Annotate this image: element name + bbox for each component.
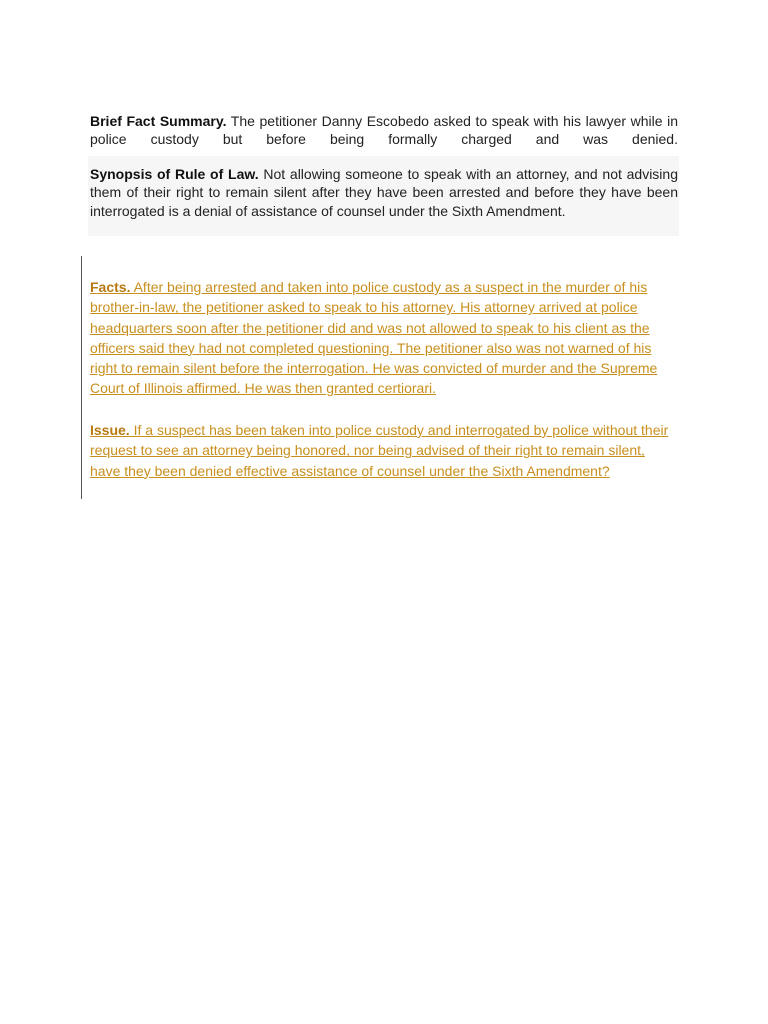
- synopsis-heading: Synopsis of Rule of Law.: [90, 166, 259, 182]
- facts-text: After being arrested and taken into police custody as a suspect in the murder of his brother-in-law, the petitioner asked to speak to his attorney. His attorney arrived at police headquarters soon after the petitioner did and was not allowed to speak to his client as the officers said they had not completed questioning. The petitioner also was not warned of his right to remain silent before the interrogation. He was convicted of murder and the Supreme Court of Illinois affirmed. He was then granted certiorari.: [90, 279, 658, 397]
- facts-heading: Facts.: [90, 279, 131, 295]
- facts-paragraph: [90, 277, 678, 399]
- synopsis-paragraph: [90, 165, 678, 220]
- change-bar: [81, 256, 82, 499]
- issue-heading: Issue.: [90, 422, 130, 438]
- brief-fact-summary-paragraph: [90, 112, 678, 149]
- issue-paragraph: [90, 420, 678, 481]
- brief-fact-summary-heading: Brief Fact Summary.: [90, 113, 227, 129]
- synopsis-text: Not allowing someone to speak with an attorney, and not advising them of their right to remain silent after they have been arrested and before they have been interrogated is a denial of assistance of counsel under the Sixth Amendment.: [90, 166, 678, 219]
- issue-text: If a suspect has been taken into police custody and interrogated by police without their request to see an attorney being honored, nor being advised of their right to remain silent, have they been denied effective assistance of counsel under the Sixth Amendment?: [90, 422, 669, 479]
- brief-fact-summary-text: The petitioner Danny Escobedo asked to speak with his lawyer while in police custody but before being formally charged and was denied.: [90, 113, 678, 148]
